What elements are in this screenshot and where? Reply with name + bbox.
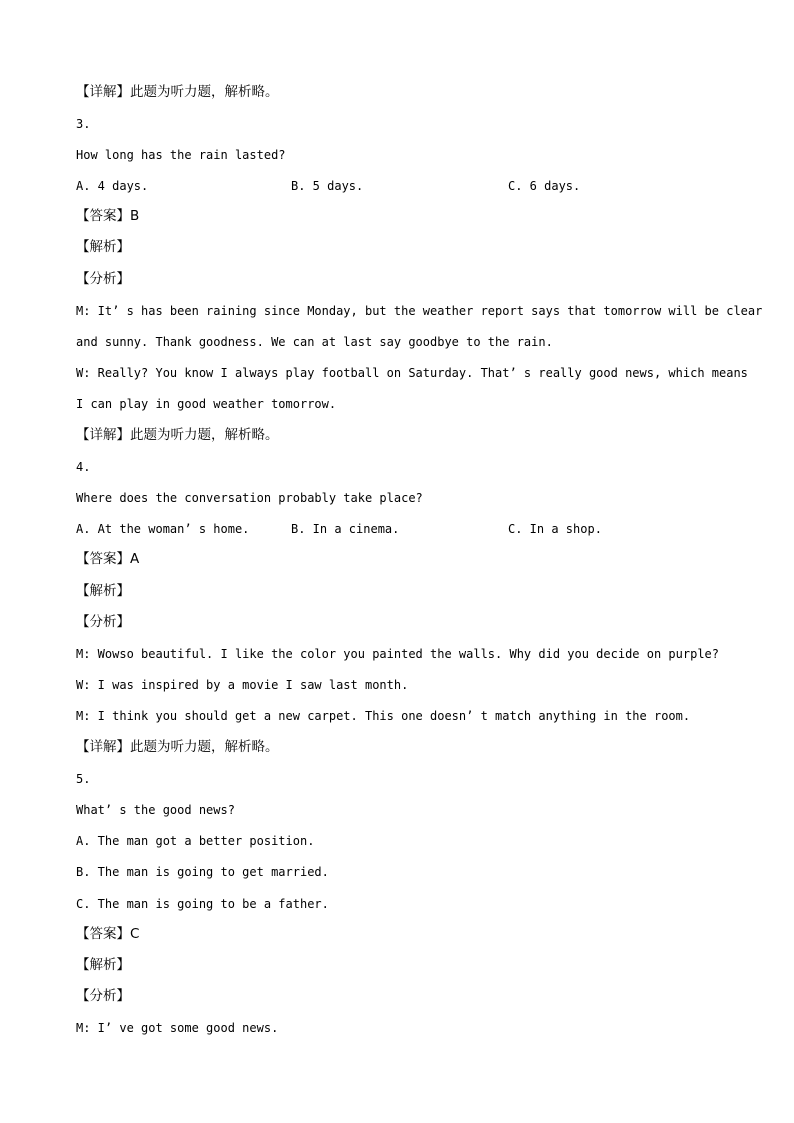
- transcript-line: M: It’ s has been raining since Monday, but the weather report says that tomorrow will be clear: [76, 304, 763, 318]
- question-number: 3.: [76, 117, 91, 131]
- option-a: A. The man got a better position.: [76, 834, 315, 848]
- fenxi-label: 【分析】: [76, 271, 130, 287]
- detail-label: 【详解】此题为听力题，解析略。: [76, 739, 279, 755]
- detail-label: 【详解】此题为听力题，解析略。: [76, 84, 279, 100]
- fenxi-label: 【分析】: [76, 614, 130, 630]
- question-number: 5.: [76, 772, 91, 786]
- transcript-line: M: Wowso beautiful. I like the color you painted the walls. Why did you decide on purple?: [76, 647, 719, 661]
- question-text: Where does the conversation probably take place?: [76, 491, 423, 505]
- transcript-line: W: Really? You know I always play football on Saturday. That’ s really good news, which means: [76, 366, 748, 380]
- option-c: C. The man is going to be a father.: [76, 897, 329, 911]
- transcript-line: M: I think you should get a new carpet. This one doesn’ t match anything in the room.: [76, 709, 691, 723]
- option-a: A. At the woman’ s home.: [76, 522, 250, 536]
- transcript-line: and sunny. Thank goodness. We can at last say goodbye to the rain.: [76, 335, 553, 349]
- question-text: What’ s the good news?: [76, 803, 235, 817]
- option-b: B. In a cinema.: [291, 522, 400, 536]
- question-number: 4.: [76, 460, 91, 474]
- answer-label: 【答案】A: [76, 551, 140, 567]
- question-text: How long has the rain lasted?: [76, 148, 286, 162]
- analysis-label: 【解析】: [76, 957, 130, 973]
- option-c: C. In a shop.: [508, 522, 602, 536]
- option-b: B. The man is going to get married.: [76, 865, 329, 879]
- analysis-label: 【解析】: [76, 239, 130, 255]
- transcript-line: I can play in good weather tomorrow.: [76, 397, 337, 411]
- analysis-label: 【解析】: [76, 583, 130, 599]
- answer-label: 【答案】C: [76, 926, 140, 942]
- option-b: B. 5 days.: [291, 179, 364, 193]
- detail-label: 【详解】此题为听力题，解析略。: [76, 427, 279, 443]
- answer-label: 【答案】B: [76, 208, 140, 224]
- option-a: A. 4 days.: [76, 179, 149, 193]
- fenxi-label: 【分析】: [76, 988, 130, 1004]
- option-c: C. 6 days.: [508, 179, 581, 193]
- transcript-line: M: I’ ve got some good news.: [76, 1021, 279, 1035]
- transcript-line: W: I was inspired by a movie I saw last month.: [76, 678, 409, 692]
